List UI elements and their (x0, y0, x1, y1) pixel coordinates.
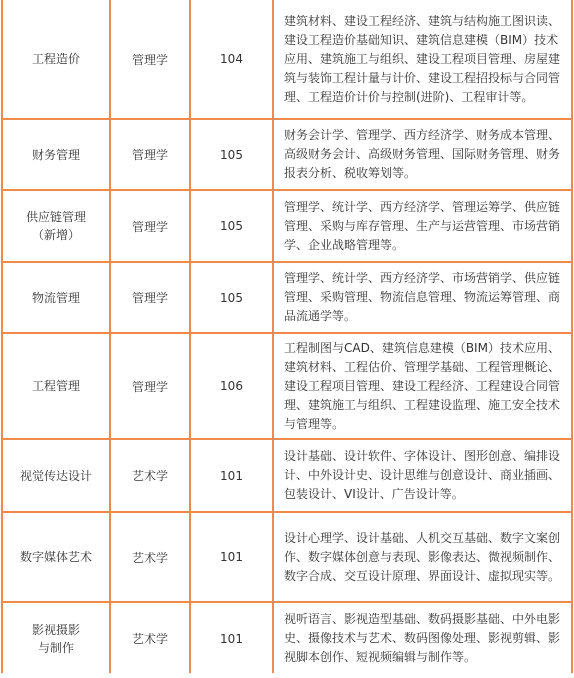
major-name-cell (2, 512, 110, 602)
courses-cell: 工程制图与CAD、建筑信息建模（BIM）技术应用、建筑材料、工程估价、管理学基础、工程管理概论、建设工程项目管理、建设工程经济、工程建设合同管理、建筑施工与组织、工程建设监理、施工安全技术与管理等。 (273, 333, 572, 439)
table-row (2, 512, 572, 602)
major-name-line: （新增） (31, 228, 80, 242)
courses-cell: 管理学、统计学、西方经济学、管理运筹学、供应链管理、采购与库存管理、生产与运营管理、市场营销学、企业战略管理等。 (273, 190, 572, 262)
table-row (2, 333, 572, 439)
courses-cell: 管理学、统计学、西方经济学、市场营销学、供应链管理、采购管理、物流信息管理、物流运筹管理、商品流通学等。 (273, 262, 572, 333)
major-name-line: 影视摄影 (31, 622, 80, 637)
major-name-line: 供应链管理 (25, 210, 86, 224)
table-row (2, 602, 572, 675)
table-body (2, 0, 572, 678)
courses-cell: 建筑材料、建设工程经济、建筑与结构施工图识读、建设工程造价基础知识、建筑信息建模（BIM）技术应用、建筑施工与组织、建设工程项目管理、房屋建筑与装饰工程计量与计价、建设工程招投标与合同管理、工程造价计价与控制(进阶)、工程审计等。 (273, 0, 572, 119)
major-course-table (1, 0, 573, 678)
discipline-category-cell: 管理学 (110, 333, 190, 439)
discipline-category-cell: 管理学 (110, 262, 190, 333)
courses-cell: 设计基础、设计软件、字体设计、图形创意、编排设计、中外设计史、设计思维与创意设计、商业插画、包装设计、VI设计、广告设计等。 (273, 439, 572, 512)
discipline-category-cell: 艺术学 (110, 439, 190, 512)
code-cell: 105 (190, 119, 273, 190)
table-row (2, 119, 572, 190)
table-row (2, 190, 572, 262)
major-name-line: 物流管理 (31, 290, 80, 305)
table-row (2, 262, 572, 333)
major-name-line: 数字媒体艺术 (19, 550, 92, 564)
code-cell: 101 (190, 602, 273, 675)
major-name-cell (2, 333, 110, 439)
major-name-line: 与制作 (37, 640, 74, 655)
code-cell: 104 (190, 0, 273, 119)
major-name-cell (2, 0, 110, 119)
major-name-cell (2, 439, 110, 512)
courses-cell: 视听语言、影视造型基础、数码摄影基础、中外电影史、摄像技术与艺术、数码图像处理、影视剪辑、影视脚本创作、短视频编辑与制作等。 (273, 602, 572, 675)
discipline-category-cell: 管理学 (110, 119, 190, 190)
table-row (2, 439, 572, 512)
code-cell: 101 (190, 439, 273, 512)
major-name-cell (2, 190, 110, 262)
code-cell: 101 (190, 512, 273, 602)
courses-cell: 财务会计学、管理学、西方经济学、财务成本管理、高级财务会计、高级财务管理、国际财务管理、财务报表分析、税收筹划等。 (273, 119, 572, 190)
discipline-category-cell: 管理学 (110, 0, 190, 119)
discipline-category-cell: 管理学 (110, 190, 190, 262)
major-name-line: 视觉传达设计 (19, 468, 92, 483)
courses-cell: 设计心理学、设计基础、人机交互基础、数字文案创作、数字媒体创意与表现、影像表达、微视频制作、数字合成、交互设计原理、界面设计、虚拟现实等。 (273, 512, 572, 602)
major-name-cell (2, 262, 110, 333)
discipline-category-cell: 艺术学 (110, 512, 190, 602)
code-cell: 105 (190, 262, 273, 333)
major-name-cell (2, 119, 110, 190)
major-name-cell (2, 602, 110, 675)
cropped-next-row (0, 673, 574, 678)
major-name-line: 工程管理 (31, 379, 80, 393)
major-name-line: 财务管理 (31, 147, 80, 162)
code-cell: 105 (190, 190, 273, 262)
discipline-category-cell: 艺术学 (110, 602, 190, 675)
code-cell: 106 (190, 333, 273, 439)
table-row (2, 0, 572, 119)
major-name-line: 工程造价 (31, 52, 80, 66)
